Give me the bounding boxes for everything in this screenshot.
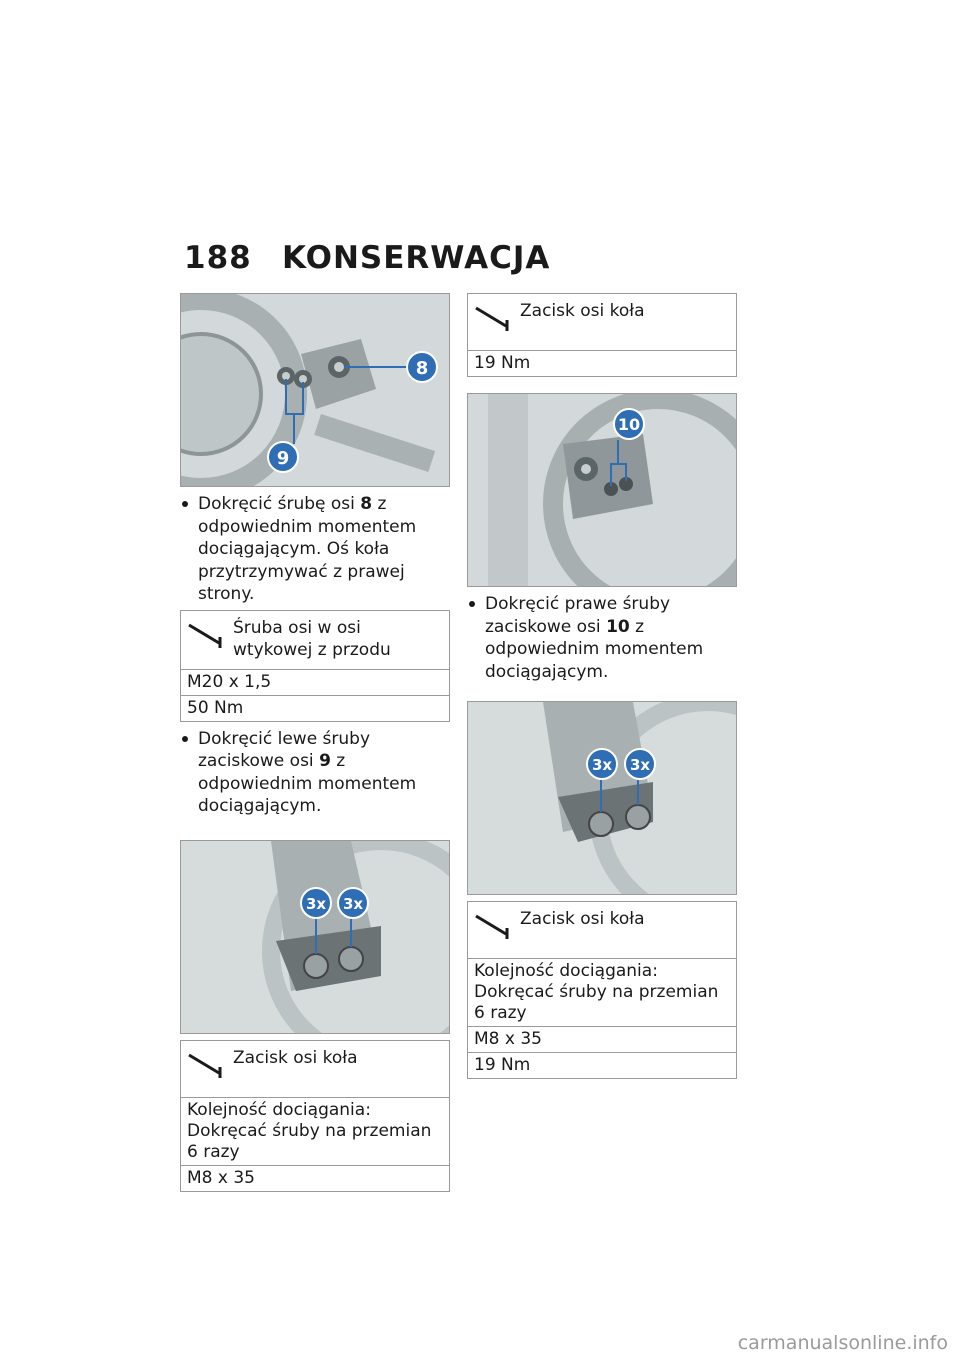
ref-number: 8 [360, 494, 373, 514]
spec-row: M8 x 35 [468, 1027, 736, 1053]
page-number: 188 [184, 240, 252, 276]
instruction-step-2: Dokręcić lewe śruby zaciskowe osi 9 z odpowiednim momentem dociągającym. [180, 728, 450, 818]
ref-number: 10 [606, 616, 630, 637]
left-column [180, 293, 450, 1192]
spec-row: M20 x 1,5 [181, 670, 449, 696]
callout-10: 10 [617, 415, 641, 434]
callout-3x: 3x [629, 756, 651, 774]
spec-row: 19 Nm [474, 353, 531, 373]
spec-table-axle-bolt [180, 610, 450, 722]
torque-wrench-icon [187, 623, 227, 649]
photo-clamp-bolts-right-detail [467, 393, 737, 587]
spec-title: Zacisk osi koła [520, 909, 645, 929]
right-column [467, 293, 737, 1079]
page-header [184, 240, 550, 276]
photo-clamp-bolts-left [180, 840, 450, 1034]
callout-3x: 3x [305, 894, 327, 913]
torque-wrench-icon [187, 1053, 227, 1079]
callout-8: 8 [415, 358, 429, 379]
torque-wrench-icon [474, 914, 514, 940]
watermark: carmanualsonline.info [737, 1332, 948, 1354]
instruction-step-1: Dokręcić śrubę osi 8 z odpowiednim momentem dociągającym. Oś koła przytrzymywać z prawej strony. [180, 493, 450, 606]
ref-number: 9 [319, 751, 331, 771]
photo-axle-bolt-left [180, 293, 450, 487]
spec-row: 19 Nm [474, 1055, 531, 1075]
spec-table-clamp-right [467, 901, 737, 1079]
spec-title: Zacisk osi koła [233, 1047, 358, 1068]
callout-9: 9 [276, 448, 290, 469]
spec-title: Zacisk osi koła [520, 301, 645, 321]
instruction-step-3: Dokręcić prawe śruby zaciskowe osi 10 z odpowiednim momentem dociągającym. [467, 593, 737, 683]
callout-3x: 3x [342, 894, 364, 913]
section-title: KONSERWACJA [282, 240, 551, 276]
spec-row: 50 Nm [187, 697, 244, 718]
torque-wrench-icon [474, 306, 514, 332]
spec-row: M8 x 35 [187, 1167, 255, 1188]
spec-table-clamp-top [467, 293, 737, 377]
photo-clamp-bolts-right [467, 701, 737, 895]
spec-table-clamp-left [180, 1040, 450, 1192]
callout-3x: 3x [591, 756, 613, 774]
spec-title: Śruba osi w osi wtykowej z przodu [233, 617, 391, 660]
spec-row: Kolejność dociągania: Dokręcać śruby na przemian 6 razy [181, 1098, 449, 1166]
spec-row: Kolejność dociągania: Dokręcać śruby na przemian 6 razy [468, 959, 736, 1027]
